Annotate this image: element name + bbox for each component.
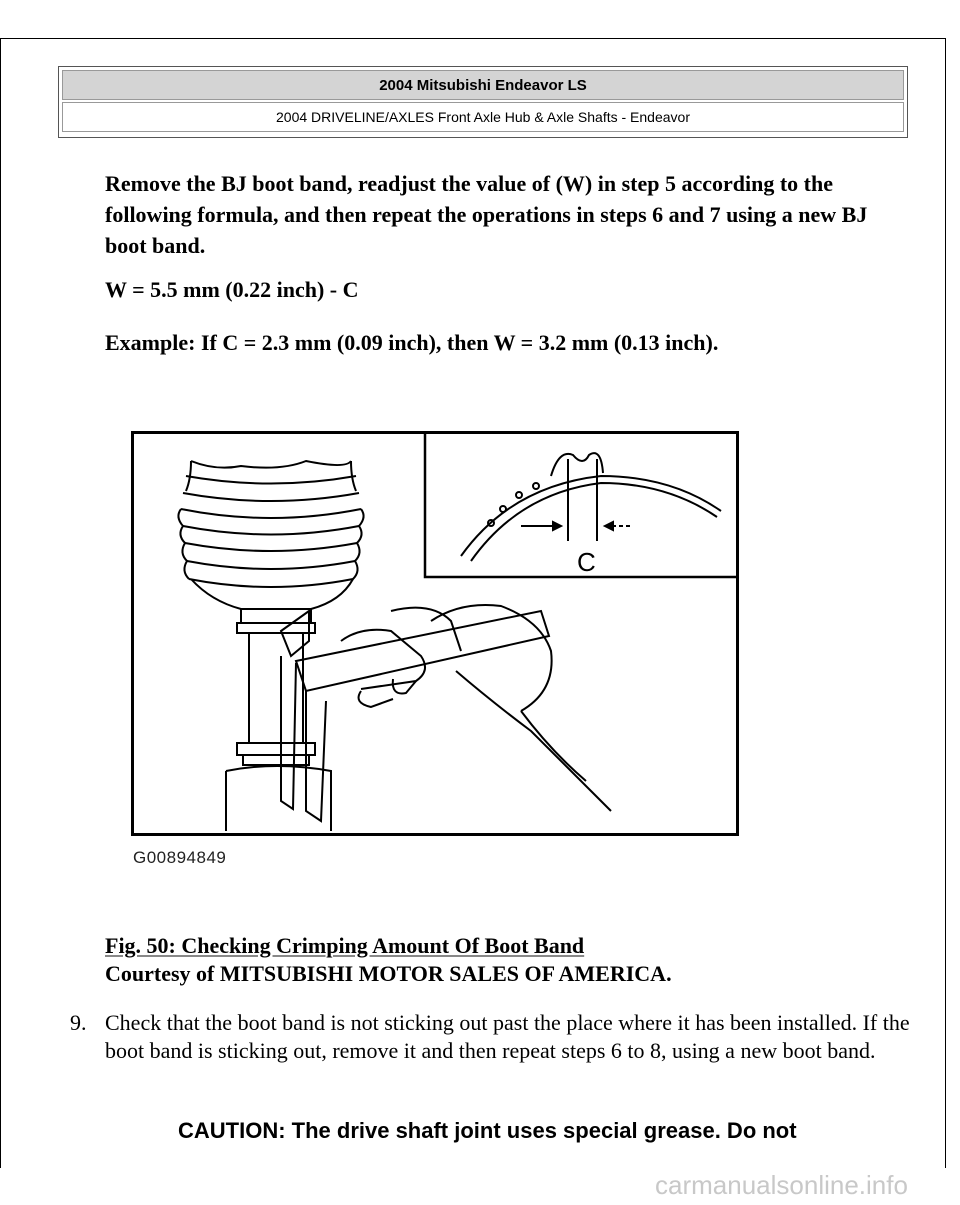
instruction-paragraph: Remove the BJ boot band, readjust the value of (W) in step 5 according to the following formula, and then repeat the operations in steps 6 and 7 using a new BJ boot band. (105, 171, 868, 258)
caution-note: CAUTION: The drive shaft joint uses special grease. Do not (178, 1118, 797, 1143)
boot-band-crimp-illustration (131, 431, 739, 836)
formula-text: W = 5.5 mm (0.22 inch) - C (105, 277, 359, 302)
document-header (58, 66, 908, 138)
figure-image-id: G00894849 (133, 848, 227, 867)
example-text: Example: If C = 2.3 mm (0.09 inch), then W = 3.2 mm (0.13 inch). (105, 330, 719, 355)
figure-caption-title[interactable]: Fig. 50: Checking Crimping Amount Of Boot Band (105, 933, 585, 958)
step-number: 9. (70, 1010, 87, 1035)
figure-caption-credit: Courtesy of MITSUBISHI MOTOR SALES OF AMERICA. (105, 961, 672, 986)
header-title: 2004 Mitsubishi Endeavor LS (62, 70, 904, 100)
page-frame-left (0, 38, 1, 1168)
step-text: Check that the boot band is not sticking out past the place where it has been installed. If the boot band is sticking out, remove it and then repeat steps 6 to 8, using a new boot band. (105, 1010, 910, 1063)
page-frame-right (945, 38, 946, 1168)
callout-label-c: C (577, 547, 596, 577)
header-subtitle: 2004 DRIVELINE/AXLES Front Axle Hub & Axle Shafts - Endeavor (62, 102, 904, 132)
figure-caption (105, 932, 672, 988)
site-watermark: carmanualsonline.info (655, 1170, 908, 1200)
page-frame-top (0, 38, 946, 39)
